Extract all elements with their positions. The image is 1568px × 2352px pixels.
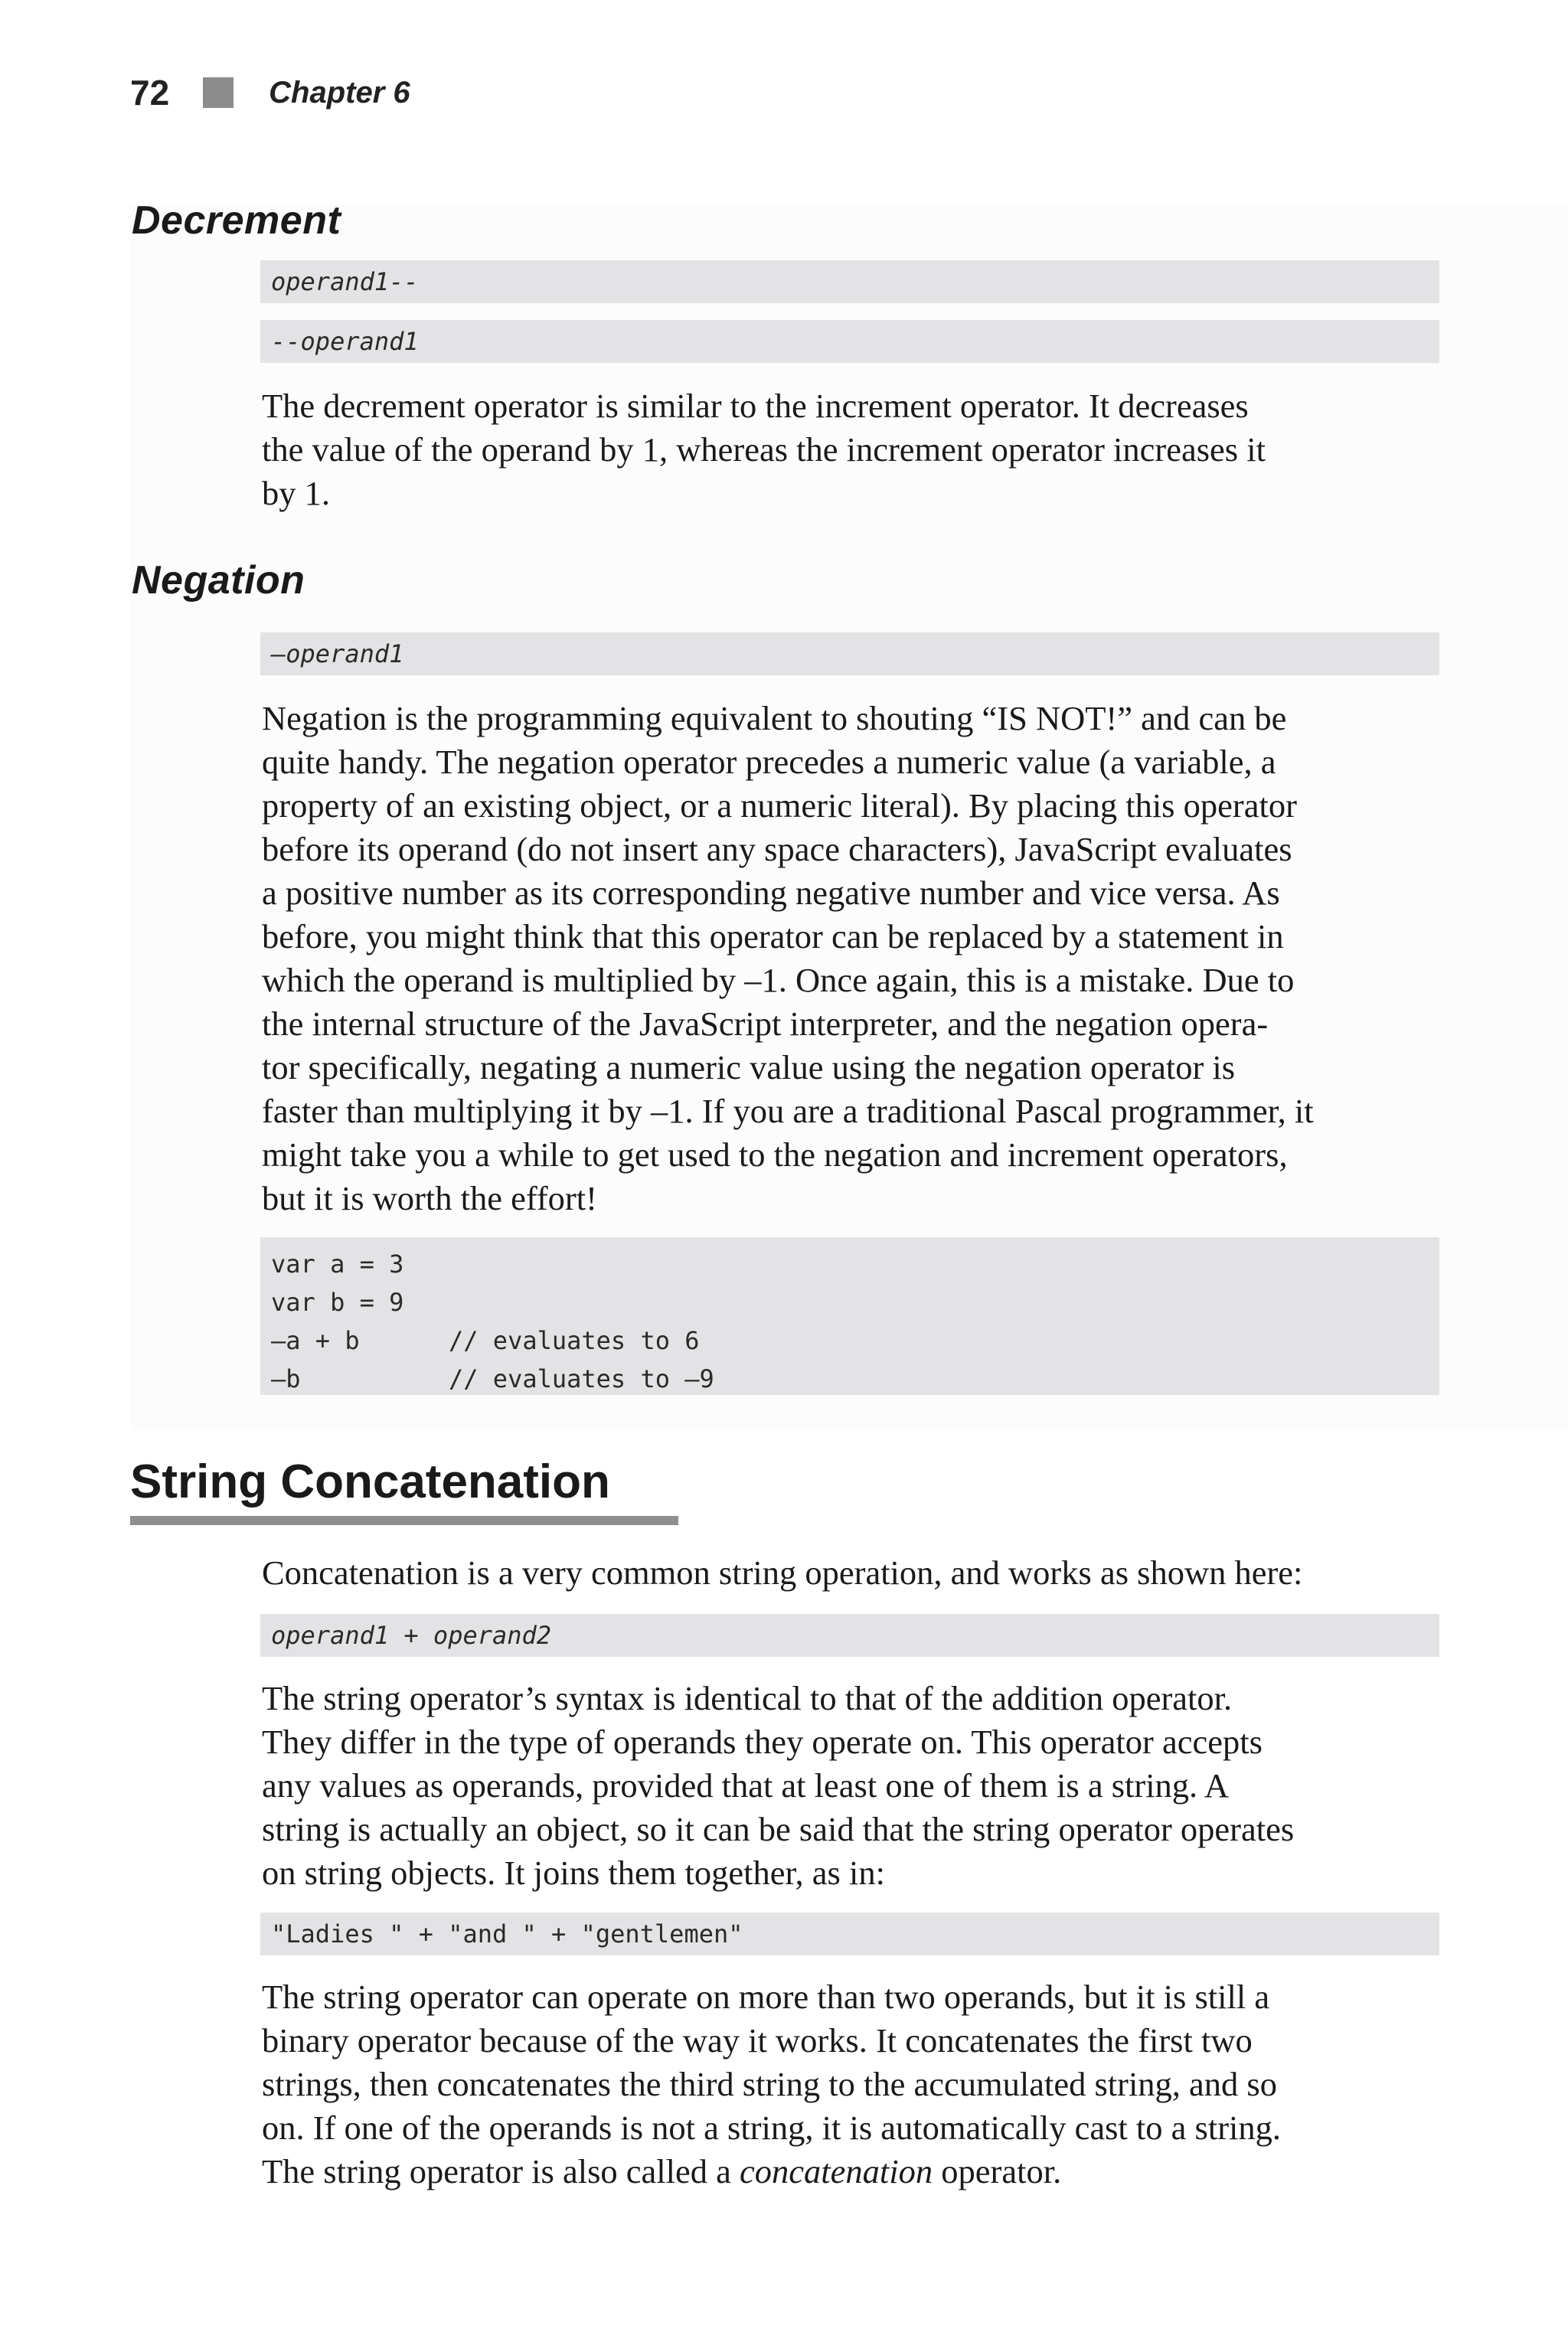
paragraph-line: The decrement operator is similar to the increment operator. It decreases xyxy=(262,387,1249,425)
concatenation-paragraph-1 xyxy=(262,1677,1447,1895)
paragraph-line: quite handy. The negation operator precedes a numeric value (a variable, a xyxy=(262,743,1276,781)
code-line xyxy=(271,1321,1429,1360)
concatenation-syntax: operand1 + operand2 xyxy=(260,1614,1439,1657)
paragraph-line: The string operator’s syntax is identical to that of the addition operator. xyxy=(262,1679,1233,1717)
paragraph-line: strings, then concatenates the third string to the accumulated string, and so xyxy=(262,2065,1278,2103)
paragraph-line: The string operator can operate on more than two operands, but it is still a xyxy=(262,1978,1270,2016)
page-number: 72 xyxy=(130,73,170,113)
paragraph-line: on string objects. It joins them together, as in: xyxy=(262,1854,885,1892)
paragraph-line: on. If one of the operands is not a string, it is automatically cast to a string. xyxy=(262,2109,1282,2147)
paragraph-line: the internal structure of the JavaScript interpreter, and the negation opera- xyxy=(262,1004,1269,1043)
code-expression: –a + b xyxy=(271,1326,360,1355)
paragraph-line: string is actually an object, so it can be said that the string operator operates xyxy=(262,1810,1295,1848)
code-comment: // evaluates to –9 xyxy=(449,1364,714,1393)
paragraph-line: property of an existing object, or a numeric literal). By placing this operator xyxy=(262,786,1297,825)
decrement-syntax-postfix: operand1-- xyxy=(260,260,1439,303)
paragraph-line: tor specifically, negating a numeric value using the negation operator is xyxy=(262,1048,1236,1086)
running-header xyxy=(130,66,410,119)
paragraph-line: a positive number as its corresponding negative number and vice versa. As xyxy=(262,874,1280,912)
code-comment: // evaluates to 6 xyxy=(449,1326,700,1355)
decrement-syntax-prefix: --operand1 xyxy=(260,320,1439,363)
concatenation-example: "Ladies " + "and " + "gentlemen" xyxy=(260,1913,1439,1955)
negation-code-example xyxy=(260,1237,1439,1395)
emphasized-term: concatenation xyxy=(740,2152,933,2190)
negation-paragraph xyxy=(262,697,1447,1220)
paragraph-line: binary operator because of the way it works. It concatenates the first two xyxy=(262,2021,1253,2060)
decrement-heading: Decrement xyxy=(132,198,341,243)
negation-heading: Negation xyxy=(132,558,305,603)
paragraph-line: faster than multiplying it by –1. If you are a traditional Pascal programmer, it xyxy=(262,1092,1314,1130)
header-square-icon xyxy=(203,77,234,108)
paragraph-line: before its operand (do not insert any space characters), JavaScript evaluates xyxy=(262,830,1292,868)
code-expression: –b xyxy=(271,1364,301,1393)
paragraph-line: any values as operands, provided that at least one of them is a string. A xyxy=(262,1766,1229,1805)
decrement-paragraph xyxy=(262,384,1447,515)
paragraph-line: might take you a while to get used to the negation and increment operators, xyxy=(262,1135,1288,1174)
paragraph-line: They differ in the type of operands they operate on. This operator accepts xyxy=(262,1723,1263,1761)
paragraph-line: which the operand is multiplied by –1. Once again, this is a mistake. Due to xyxy=(262,961,1295,999)
code-expression: var a = 3 xyxy=(271,1250,404,1279)
concatenation-intro xyxy=(262,1551,1447,1595)
paragraph-line: before, you might think that this operator can be replaced by a statement in xyxy=(262,917,1284,956)
concatenation-paragraph-2 xyxy=(262,1975,1447,2194)
text-run: The string operator is also called a xyxy=(262,2152,740,2190)
code-line xyxy=(271,1245,1429,1283)
code-line xyxy=(271,1283,1429,1321)
code-expression: var b = 9 xyxy=(271,1288,404,1317)
chapter-label: Chapter 6 xyxy=(269,75,410,109)
paragraph-line: but it is worth the effort! xyxy=(262,1179,597,1217)
code-line xyxy=(271,1360,1429,1398)
text-run: operator. xyxy=(933,2152,1062,2190)
paragraph-line: Negation is the programming equivalent to shouting “IS NOT!” and can be xyxy=(262,699,1287,737)
negation-syntax: –operand1 xyxy=(260,632,1439,675)
paragraph-line: by 1. xyxy=(262,474,330,512)
section-heading-rule xyxy=(130,1516,678,1525)
string-concatenation-heading: String Concatenation xyxy=(130,1455,610,1508)
paragraph-line-final xyxy=(262,2150,1447,2194)
paragraph-line: the value of the operand by 1, whereas the increment operator increases it xyxy=(262,430,1266,469)
paragraph-line: Concatenation is a very common string operation, and works as shown here: xyxy=(262,1553,1303,1592)
